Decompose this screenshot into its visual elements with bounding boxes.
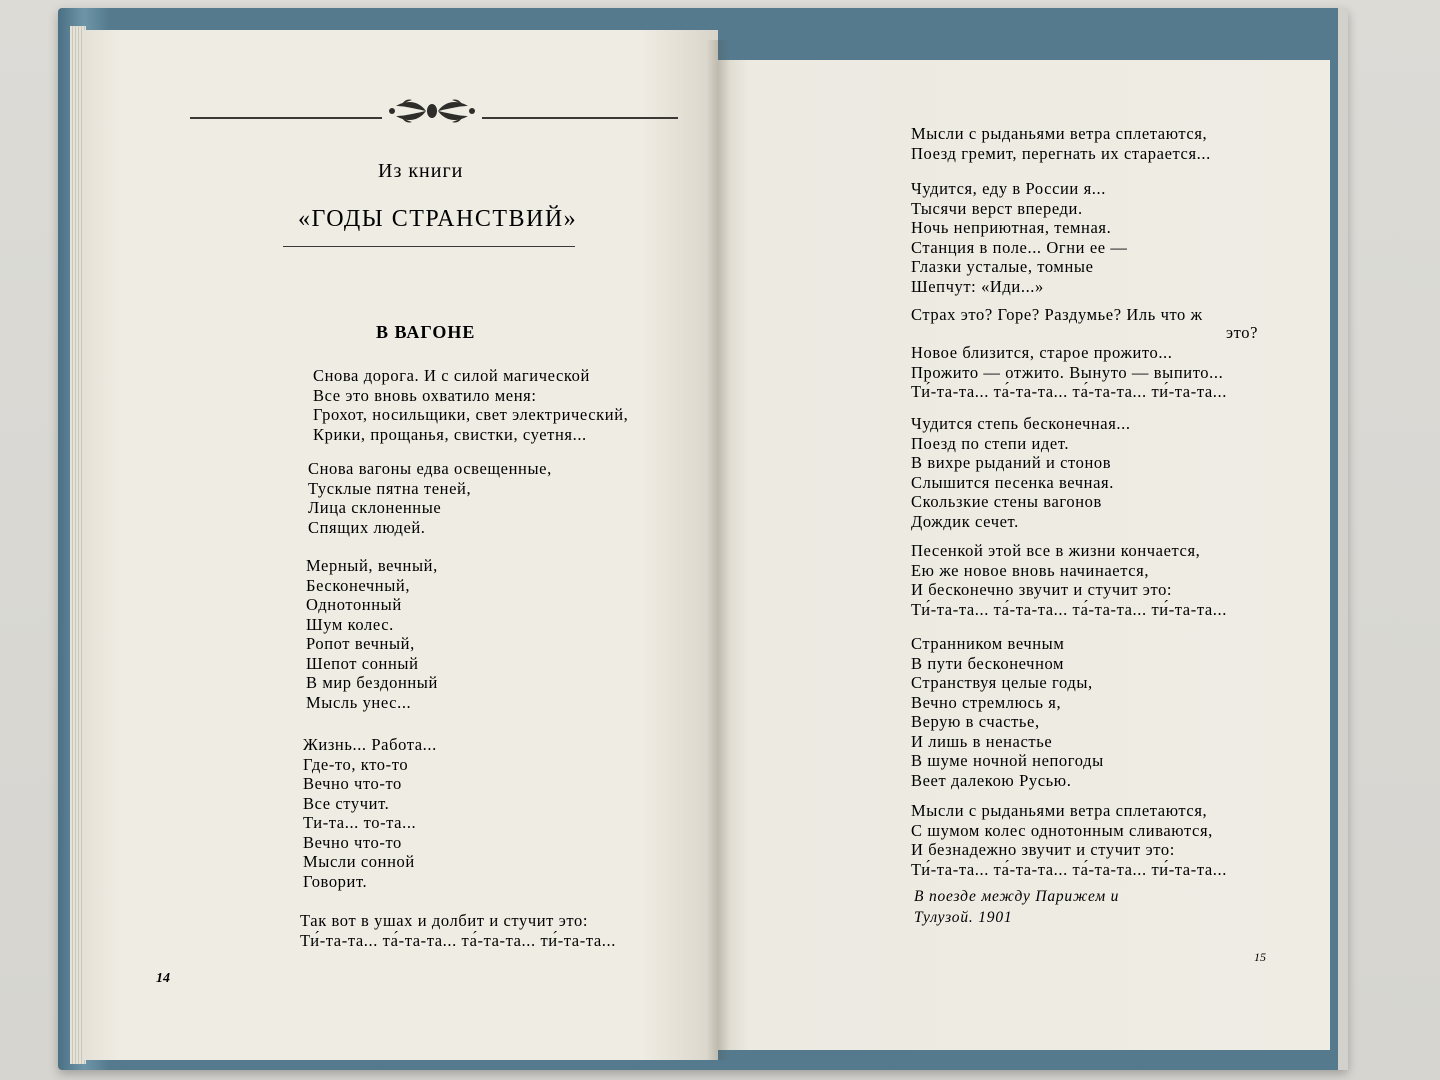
stanza: Снова дорога. И с силой магической Все это вновь охватило меня: Грохот, носильщики, свет электрический, Крики, прощанья, свистки, суетня... bbox=[313, 366, 629, 444]
stanza: Снова вагоны едва освещенные, Тусклые пятна теней, Лица склоненные Спящих людей. bbox=[308, 459, 552, 537]
stanza: Мерный, вечный, Бесконечный, Однотонный Шум колес. Ропот вечный, Шепот сонный В мир бездонный Мысль унес... bbox=[306, 556, 438, 712]
signature-line: В поезде между Парижем и bbox=[914, 888, 1120, 905]
stanza: Мысли с рыданьями ветра сплетаются, С шумом колес однотонным сливаются, И безнадежно звучит и стучит это: Ти́-та-та... та́-та-та... та́-та-та... ти́-та-та... bbox=[911, 801, 1227, 879]
stanza: Чудится степь бесконечная... Поезд по степи идет. В вихре рыданий и стонов Слышится песенка вечная. Скользкие стены вагонов Дождик сечет. bbox=[911, 414, 1131, 531]
stanza: Странником вечным В пути бесконечном Странствуя целые годы, Вечно стремлюсь я, Верую в счастье, И лишь в ненастье В шуме ночной непогоды Веет далекою Русью. bbox=[911, 634, 1104, 790]
stanza: Мысли с рыданьями ветра сплетаются, Поезд гремит, перегнать их старается... bbox=[911, 124, 1211, 163]
stanza: Так вот в ушах и долбит и стучит это: Ти́-та-та... та́-та-та... та́-та-та... ти́-та-та... bbox=[300, 911, 616, 950]
signature-line: Тулузой. 1901 bbox=[914, 909, 1013, 926]
page-number-left: 14 bbox=[156, 971, 170, 986]
book-spine-gutter bbox=[706, 40, 730, 1060]
title-underline bbox=[283, 246, 575, 247]
leaf-ornament-icon bbox=[382, 94, 482, 128]
poem-title: В ВАГОНЕ bbox=[376, 322, 476, 342]
stanza: Страх это? Горе? Раздумье? Иль что ж bbox=[911, 305, 1203, 324]
book-title: «ГОДЫ СТРАНСТВИЙ» bbox=[298, 206, 578, 232]
background-table bbox=[1338, 8, 1348, 1070]
poem-signature bbox=[914, 886, 1119, 928]
line-wrap: это? bbox=[1226, 323, 1259, 342]
stanza: Песенкой этой все в жизни кончается, Ею же новое вновь начинается, И бесконечно звучит и стучит это: Ти́-та-та... та́-та-та... та́-та-та... ти́-та-та... bbox=[911, 541, 1227, 619]
page-number-right: 15 bbox=[1254, 950, 1266, 964]
stanza: Жизнь... Работа... Где-то, кто-то Вечно что-то Все стучит. Ти-та... то-та... Вечно что-то Мысли сонной Говорит. bbox=[303, 735, 437, 891]
stanza: Новое близится, старое прожито... Прожито — отжито. Вынуто — выпито... Ти́-та-та... та́-та-та... та́-та-та... ти́-та-та... bbox=[911, 343, 1227, 401]
book-section-header: Из книги bbox=[378, 160, 464, 182]
left-page bbox=[82, 30, 718, 1060]
stanza: Чудится, еду в России я... Тысячи верст впереди. Ночь неприютная, темная. Станция в поле... Огни ее — Глазки усталые, томные Шепчут: «Иди...» bbox=[911, 179, 1128, 296]
